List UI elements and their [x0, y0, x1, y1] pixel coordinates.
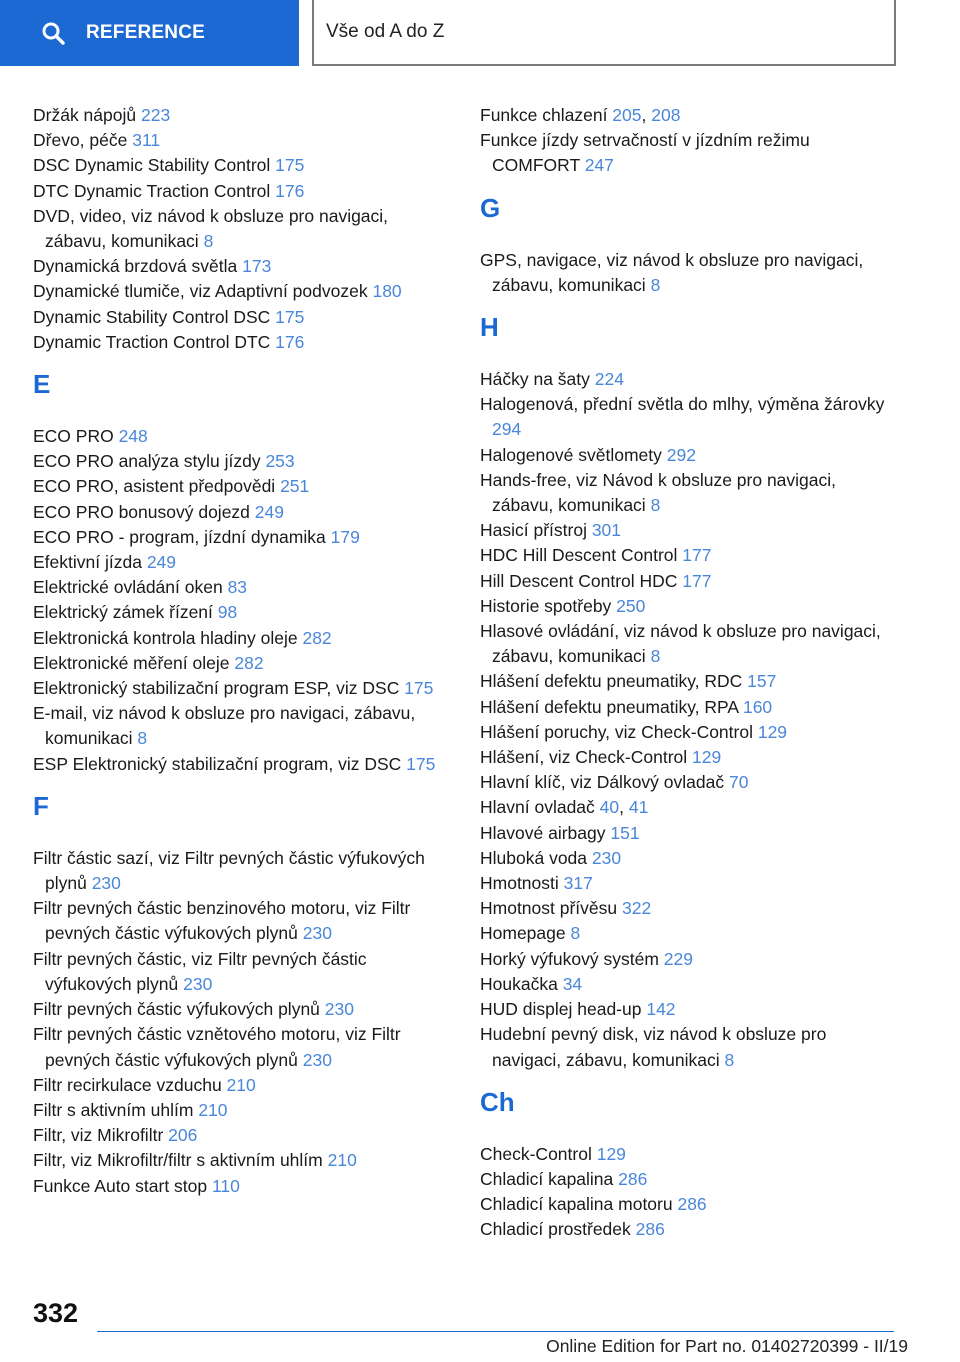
page-link[interactable]: 250	[616, 595, 646, 616]
entry-text: Homepage	[480, 923, 571, 944]
page-link[interactable]: 110	[211, 1175, 240, 1196]
entry-text: DSC Dynamic Stability Control	[33, 155, 276, 176]
footer-divider	[97, 1331, 894, 1332]
section-letter: H	[480, 312, 499, 343]
page-link[interactable]: 34	[562, 973, 583, 994]
index-entry	[480, 770, 900, 795]
index-entry	[480, 1217, 900, 1242]
page-link[interactable]: 286	[677, 1194, 707, 1215]
index-entry: Hlavní ovladač 40, 41	[480, 797, 649, 818]
page-link[interactable]: 8	[724, 1049, 735, 1070]
entry-text: Funkce Auto start stop	[33, 1175, 212, 1196]
entry-text: Hlasové ovládání, viz návod k obsluze pro navigaci, zábavu, komunikaci	[480, 621, 881, 667]
page-link[interactable]: 173	[242, 256, 272, 277]
index-entry	[480, 248, 900, 298]
entry-text: Filtr, viz Mikrofiltr	[33, 1125, 169, 1146]
entry-text: Check-Control	[480, 1143, 597, 1164]
index-entry	[480, 619, 900, 669]
entry-text: Hlavní klíč, viz Dálkový ovladač	[480, 772, 729, 793]
index-entry	[480, 367, 900, 392]
index-entry	[480, 128, 900, 178]
index-entry	[480, 720, 900, 745]
index-entry	[480, 896, 900, 921]
page-link[interactable]: 8	[570, 923, 581, 944]
entry-text: Hlavní ovladač	[480, 797, 600, 818]
entry-text: Funkce chlazení	[480, 105, 613, 125]
index-entry	[480, 392, 900, 442]
entry-text: Hlášení defektu pneumatiky, RDC	[480, 671, 748, 692]
page-header	[0, 0, 960, 66]
index-entry	[33, 846, 453, 896]
entry-text: HDC Hill Descent Control	[480, 545, 683, 566]
page-link[interactable]: 286	[635, 1219, 665, 1240]
entry-text: Hands-free, viz Návod k obsluze pro navigaci, zábavu, komunikaci	[480, 469, 837, 516]
index-entry	[33, 701, 453, 751]
page-link[interactable]: 251	[280, 476, 310, 497]
entry-text: Elektronická kontrola hladiny oleje	[33, 627, 303, 648]
page-link[interactable]: 40	[599, 797, 620, 818]
page-link[interactable]: 208	[651, 105, 681, 125]
index-entry	[480, 569, 900, 594]
index-entry	[480, 594, 900, 619]
entry-text: Filtr, viz Mikrofiltr/filtr s aktivním uhlím	[33, 1150, 328, 1171]
entry-text: Dynamická brzdová světla	[33, 256, 243, 277]
entry-text: DVD, video, viz návod k obsluze pro navigaci, zábavu, komunikaci	[33, 205, 389, 252]
index-entry	[480, 947, 900, 972]
index-entry	[33, 474, 453, 499]
edition-info: Online Edition for Part no. 01402720399 - II/19	[546, 1336, 908, 1356]
index-entry	[480, 871, 900, 896]
page-link[interactable]: 230	[302, 923, 332, 944]
index-entry	[33, 254, 453, 279]
entry-text: Elektrický zámek řízení	[33, 602, 218, 623]
page-link[interactable]: 177	[682, 545, 712, 566]
index-column-left	[33, 103, 453, 1199]
section-letter: Ch	[480, 1086, 515, 1117]
page-link[interactable]: 230	[324, 999, 354, 1020]
index-entry	[33, 330, 453, 355]
index-entry: Funkce chlazení 205, 208	[480, 105, 681, 125]
index-entry	[33, 1022, 453, 1072]
page-link[interactable]: 83	[227, 577, 248, 598]
index-entry	[33, 575, 453, 600]
entry-text: Elektrické ovládání oken	[33, 577, 228, 598]
entry-text: ECO PRO - program, jízdní dynamika	[33, 526, 331, 547]
entry-text: Halogenové světlomety	[480, 444, 667, 465]
index-entry	[33, 1123, 453, 1148]
page-link[interactable]: 317	[563, 873, 593, 894]
entry-text: Hlášení defektu pneumatiky, RPA	[480, 696, 743, 717]
page-link[interactable]: 41	[628, 797, 649, 818]
index-entry	[33, 279, 453, 304]
index-entry	[480, 518, 900, 543]
page-link[interactable]: 70	[728, 772, 749, 793]
page-link[interactable]: 8	[650, 274, 661, 295]
entry-text: Hmotnosti	[480, 873, 564, 894]
page-link[interactable]: 322	[622, 898, 652, 919]
index-entry	[33, 1073, 453, 1098]
page-link[interactable]: 311	[132, 130, 161, 151]
index-entry	[480, 468, 900, 518]
entry-text: Háčky na šaty	[480, 369, 595, 390]
section-letter: E	[33, 369, 51, 400]
index-entry	[480, 846, 900, 871]
page-link[interactable]: 210	[198, 1099, 228, 1120]
page-link[interactable]: 206	[168, 1125, 198, 1146]
entry-text: E-mail, viz návod k obsluze pro navigaci, zábavu, komunikaci	[33, 703, 416, 749]
index-entry	[33, 305, 453, 330]
index-entry	[33, 1098, 453, 1123]
page-link[interactable]: 282	[302, 627, 332, 648]
section-letter: G	[480, 192, 501, 223]
page-link[interactable]: 160	[742, 696, 773, 717]
index-entry	[33, 449, 453, 474]
page-link[interactable]: 247	[584, 155, 614, 176]
index-entry	[480, 669, 900, 694]
index-entry	[480, 443, 900, 468]
page-link[interactable]: 253	[265, 451, 295, 472]
index-entry	[33, 626, 453, 651]
index-entry	[33, 676, 453, 701]
entry-text: Dynamické tlumiče, viz Adaptivní podvozek	[33, 281, 373, 302]
page-link[interactable]: 230	[591, 847, 622, 868]
entry-text: Držák nápojů	[33, 105, 141, 125]
page-link[interactable]: 142	[646, 999, 676, 1020]
page-link[interactable]: 210	[327, 1150, 357, 1171]
section-title-tab	[312, 0, 896, 66]
section-letter: F	[33, 790, 49, 821]
entry-text: Elektronické měření oleje	[33, 652, 235, 673]
entry-text: Hmotnost přívěsu	[480, 898, 622, 919]
index-entry	[33, 500, 453, 525]
index-entry	[480, 543, 900, 568]
entry-text: Houkačka	[480, 973, 563, 994]
entry-text: Chladicí prostředek	[480, 1219, 636, 1240]
entry-text: Dynamic Stability Control DSC	[33, 306, 276, 327]
page-link[interactable]: 205	[612, 105, 642, 125]
index-entry	[480, 1022, 900, 1072]
page-link[interactable]: 224	[594, 369, 624, 390]
page-link[interactable]: 230	[302, 1049, 332, 1070]
entry-text: Filtr pevných částic výfukových plynů	[33, 999, 325, 1020]
page-number: 332	[33, 1298, 79, 1328]
reference-label: REFERENCE	[86, 22, 205, 43]
entry-text: Hasicí přístroj	[480, 520, 592, 541]
entry-text: DTC Dynamic Traction Control	[33, 180, 276, 201]
page-link[interactable]: 8	[203, 231, 214, 252]
index-entry	[33, 525, 453, 550]
page-link[interactable]: 129	[757, 721, 788, 742]
index-entry	[480, 1192, 900, 1217]
page-link[interactable]: 8	[137, 728, 148, 749]
index-column-right	[480, 103, 900, 1243]
index-entry	[33, 204, 453, 254]
index-entry	[33, 752, 453, 777]
page-link[interactable]: 8	[650, 495, 661, 516]
index-entry	[33, 651, 453, 676]
page-link[interactable]: 177	[682, 570, 712, 591]
page-link[interactable]: 249	[146, 552, 177, 573]
page-link[interactable]: 176	[275, 180, 305, 201]
index-entry	[480, 745, 900, 770]
entry-text: Hluboká voda	[480, 847, 592, 868]
index-entry	[33, 896, 453, 946]
section-title: Vše od A do Z	[326, 21, 445, 42]
entry-text: Filtr částic sazí, viz Filtr pevných částic výfukových plynů	[33, 847, 425, 894]
page-link[interactable]: 210	[226, 1074, 256, 1095]
index-entry	[480, 821, 900, 846]
entry-text: ECO PRO, asistent předpovědi	[33, 476, 281, 497]
page-link[interactable]: 292	[666, 444, 696, 465]
page-link[interactable]: 175	[275, 155, 305, 176]
index-entry	[33, 947, 453, 997]
page-link[interactable]: 151	[610, 822, 640, 843]
page-link[interactable]: 8	[650, 646, 661, 667]
page-link[interactable]: 249	[254, 501, 284, 522]
entry-text: ESP Elektronický stabilizační program, viz DSC	[33, 753, 407, 774]
entry-text: Dřevo, péče	[33, 130, 133, 151]
index-entry	[33, 179, 453, 204]
page-link[interactable]: 180	[372, 281, 402, 302]
entry-text: Filtr pevných částic benzinového motoru, viz Filtr pevných částic výfukových plynů	[33, 898, 411, 944]
entry-text: Halogenová, přední světla do mlhy, výměna žárovky	[480, 394, 885, 415]
entry-text: Efektivní jízda	[33, 552, 147, 573]
page-link[interactable]: 175	[275, 306, 305, 327]
page-link[interactable]: 301	[591, 520, 622, 541]
entry-text: Funkce jízdy setrvačností v jízdním režimu COMFORT	[480, 130, 810, 176]
page-link[interactable]: 175	[404, 678, 434, 699]
index-entry	[480, 997, 900, 1022]
entry-text: Filtr recirkulace vzduchu	[33, 1074, 227, 1095]
index-entry	[33, 997, 453, 1022]
index-entry	[33, 600, 453, 625]
page-link[interactable]: 157	[747, 671, 777, 692]
entry-text: ECO PRO analýza stylu jízdy	[33, 451, 266, 472]
entry-text: Hudební pevný disk, viz návod k obsluze pro navigaci, zábavu, komunikaci	[480, 1024, 827, 1070]
page-link[interactable]: 129	[596, 1143, 626, 1164]
page-link[interactable]: 248	[118, 426, 148, 447]
entry-text: Filtr s aktivním uhlím	[33, 1099, 199, 1120]
index-entry	[33, 153, 453, 178]
entry-text: Filtr pevných částic vznětového motoru, viz Filtr pevných částic výfukových plynů	[33, 1024, 401, 1070]
page-link[interactable]: 282	[234, 652, 264, 673]
search-icon	[40, 20, 66, 46]
page-link[interactable]: 223	[140, 105, 171, 125]
entry-text: Hill Descent Control HDC	[480, 570, 683, 591]
entry-text: ECO PRO bonusový dojezd	[33, 501, 255, 522]
entry-text: Chladicí kapalina motoru	[480, 1194, 678, 1215]
page-link[interactable]: 175	[406, 753, 436, 774]
page-link[interactable]: 294	[492, 419, 522, 440]
page-link[interactable]: 230	[91, 873, 121, 894]
page-link[interactable]: 176	[275, 331, 305, 352]
index-entry	[33, 550, 453, 575]
page-link[interactable]: 98	[217, 602, 238, 623]
page-link[interactable]: 179	[330, 526, 360, 547]
index-entry	[33, 128, 453, 153]
page-link[interactable]: 230	[183, 973, 213, 994]
reference-tab[interactable]	[0, 0, 299, 66]
entry-text: Elektronický stabilizační program ESP, viz DSC	[33, 678, 405, 699]
entry-text: Hlášení poruchy, viz Check-Control	[480, 721, 758, 742]
index-entry	[33, 1174, 453, 1199]
page-link[interactable]: 229	[663, 948, 693, 969]
entry-text: Dynamic Traction Control DTC	[33, 331, 276, 352]
page-link[interactable]: 286	[618, 1168, 648, 1189]
entry-text: HUD displej head-up	[480, 999, 647, 1020]
index-entry	[480, 1167, 900, 1192]
index-entry	[480, 972, 900, 997]
entry-text: Hlavové airbagy	[480, 822, 611, 843]
index-entry	[33, 1148, 453, 1173]
index-entry	[480, 1142, 900, 1167]
entry-text: Historie spotřeby	[480, 595, 617, 616]
entry-text: GPS, navigace, viz návod k obsluze pro navigaci, zábavu, komunikaci	[480, 249, 864, 295]
entry-text: ECO PRO	[33, 426, 119, 447]
page-link[interactable]: 129	[692, 747, 722, 768]
entry-text: Chladicí kapalina	[480, 1168, 619, 1189]
index-entry	[33, 424, 453, 449]
index-entry	[480, 921, 900, 946]
entry-text: Filtr pevných částic, viz Filtr pevných částic výfukových plynů	[33, 948, 367, 994]
entry-text: Hlášení, viz Check-Control	[480, 747, 693, 768]
index-entry	[33, 103, 453, 128]
entry-text: Horký výfukový systém	[480, 948, 664, 969]
index-entry	[480, 695, 900, 720]
